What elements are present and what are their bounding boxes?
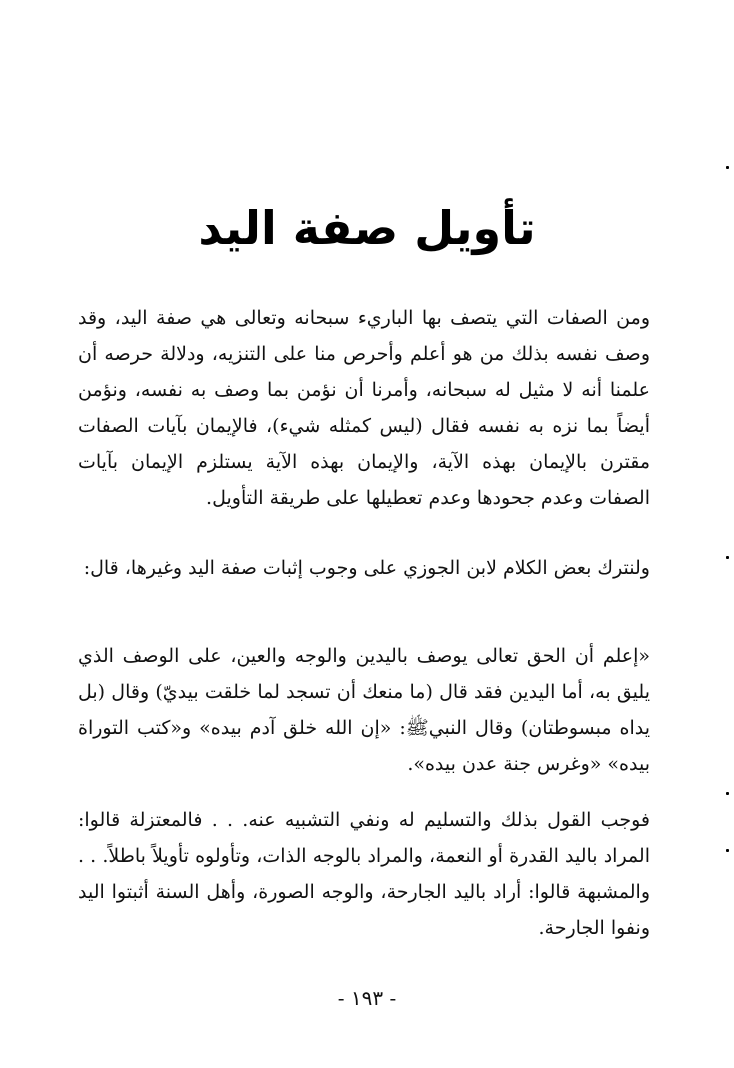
margin-dot xyxy=(726,556,729,559)
paragraph-4: فوجب القول بذلك والتسليم له ونفي التشبيه عنه. . . فالمعتزلة قالوا: المراد باليد القدرة أو النعمة، والمراد بالوجه الذات، وتأولوه تأويلاً باطلاً. . . والمشبهة قالوا: أراد باليد الجارحة، والوجه الصورة، وأهل السنة أثبتوا اليد ونفوا الجارحة. xyxy=(78,809,650,939)
paragraph-3-quote: «إعلم أن الحق تعالى يوصف باليدين والوجه والعين، على الوصف الذي يليق به، أما اليدين فقد قال (ما منعك أن تسجد لما خلقت بيديّ) وقال (بل يداه مبسوطتان) وقال النبيﷺ: «إن الله خلق آدم بيده» و«كتب التوراة بيده» «وغرس جنة عدن بيده». xyxy=(78,645,650,775)
paragraph-2: ولنترك بعض الكلام لابن الجوزي على وجوب إثبات صفة اليد وغيرها، قال: xyxy=(83,557,650,579)
page-title: تأويل صفة اليد xyxy=(198,201,536,255)
page-number: - ١٩٣ - xyxy=(337,986,397,1010)
margin-dot xyxy=(726,792,729,795)
margin-dot xyxy=(726,849,729,852)
margin-dot xyxy=(726,166,729,169)
paragraph-1: ومن الصفات التي يتصف بها الباريء سبحانه وتعالى هي صفة اليد، وقد وصف نفسه بذلك من هو أعلم وأحرص منا على التنزيه، ودلالة حرصه أن علمنا أنه لا مثيل له سبحانه، وأمرنا أن نؤمن بما وصف به نفسه، ونؤمن أيضاً بما نزه به نفسه فقال (ليس كمثله شيء)، فالإيمان بآيات الصفات مقترن بالإيمان بهذه الآية، والإيمان بهذه الآية يستلزم الإيمان بآيات الصفات وعدم جحودها وعدم تعطيلها على طريقة التأويل. xyxy=(78,307,651,509)
